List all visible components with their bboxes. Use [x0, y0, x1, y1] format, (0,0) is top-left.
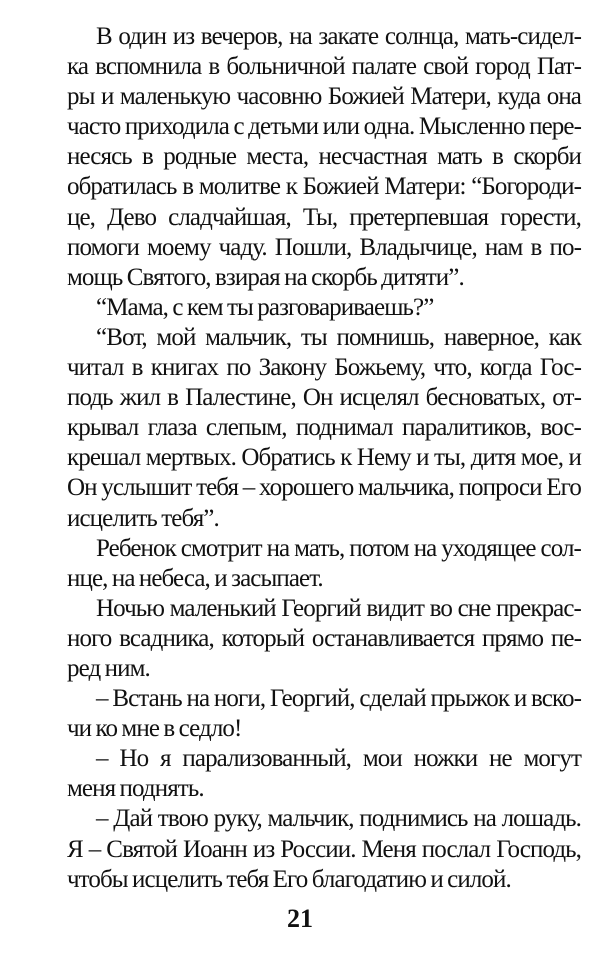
- book-page-text: [67, 22, 581, 895]
- text-line: – Встань на ноги, Георгий, сделай прыжок и вско-: [96, 685, 581, 713]
- text-line: ного всадника, который останавливается прямо пе-: [67, 624, 581, 652]
- text-line: крешал мертвых. Обратись к Нему и ты, дитя мое, и: [67, 444, 581, 472]
- text-line: подь жил в Палестине, Он исцелял бесноватых, от-: [67, 384, 581, 412]
- text-line: чи ко мне в седло!: [67, 715, 242, 743]
- text-line: мощь Святого, взирая на скорбь дитяти”.: [67, 263, 464, 291]
- text-line: ред ним.: [67, 654, 150, 682]
- text-line: Я – Святой Иоанн из России. Меня послал Господь,: [67, 835, 581, 863]
- text-line: нце, на небеса, и засыпает.: [67, 564, 323, 592]
- text-line: несясь в родные места, несчастная мать в скорби: [67, 143, 581, 171]
- text-line: помоги моему чаду. Пошли, Владычице, нам в по-: [67, 233, 581, 261]
- text-line: исцелить тебя”.: [67, 504, 219, 532]
- text-line: часто приходила с детьми или одна. Мысленно пере-: [67, 113, 581, 141]
- text-line: Ночью маленький Георгий видит во сне прекрас-: [96, 594, 581, 622]
- text-line: В один из вечеров, на закате солнца, мать-сидел-: [96, 23, 581, 50]
- text-line: Он услышит тебя – хорошего мальчика, попроси Его: [67, 474, 581, 502]
- text-line: ка вспомнила в больничной палате свой город Пат-: [67, 53, 581, 81]
- text-line: “Вот, мой мальчик, ты помнишь, наверное, как: [96, 323, 581, 351]
- page-number: 21: [287, 904, 313, 933]
- text-line: це, Дево сладчайшая, Ты, претерпевшая горести,: [67, 203, 581, 231]
- text-line: читал в книгах по Закону Божьему, что, когда Гос-: [67, 354, 581, 382]
- text-line: “Мама, с кем ты разговариваешь?”: [96, 293, 434, 321]
- text-line: – Но я парализованный, мои ножки не могут: [96, 745, 581, 773]
- text-line: обратилась в молитве к Божией Матери: “Богороди-: [67, 173, 581, 201]
- text-line: крывал глаза слепым, поднимал паралитиков, вос-: [67, 414, 581, 442]
- text-line: Ребенок смотрит на мать, потом на уходящее сол-: [96, 534, 581, 562]
- text-line: – Дай твою руку, мальчик, поднимись на лошадь.: [96, 805, 581, 833]
- text-line: ры и маленькую часовню Божией Матери, куда она: [67, 83, 581, 111]
- text-line: чтобы исцелить тебя Его благодатию и силой.: [67, 865, 511, 893]
- text-line: меня поднять.: [67, 775, 204, 803]
